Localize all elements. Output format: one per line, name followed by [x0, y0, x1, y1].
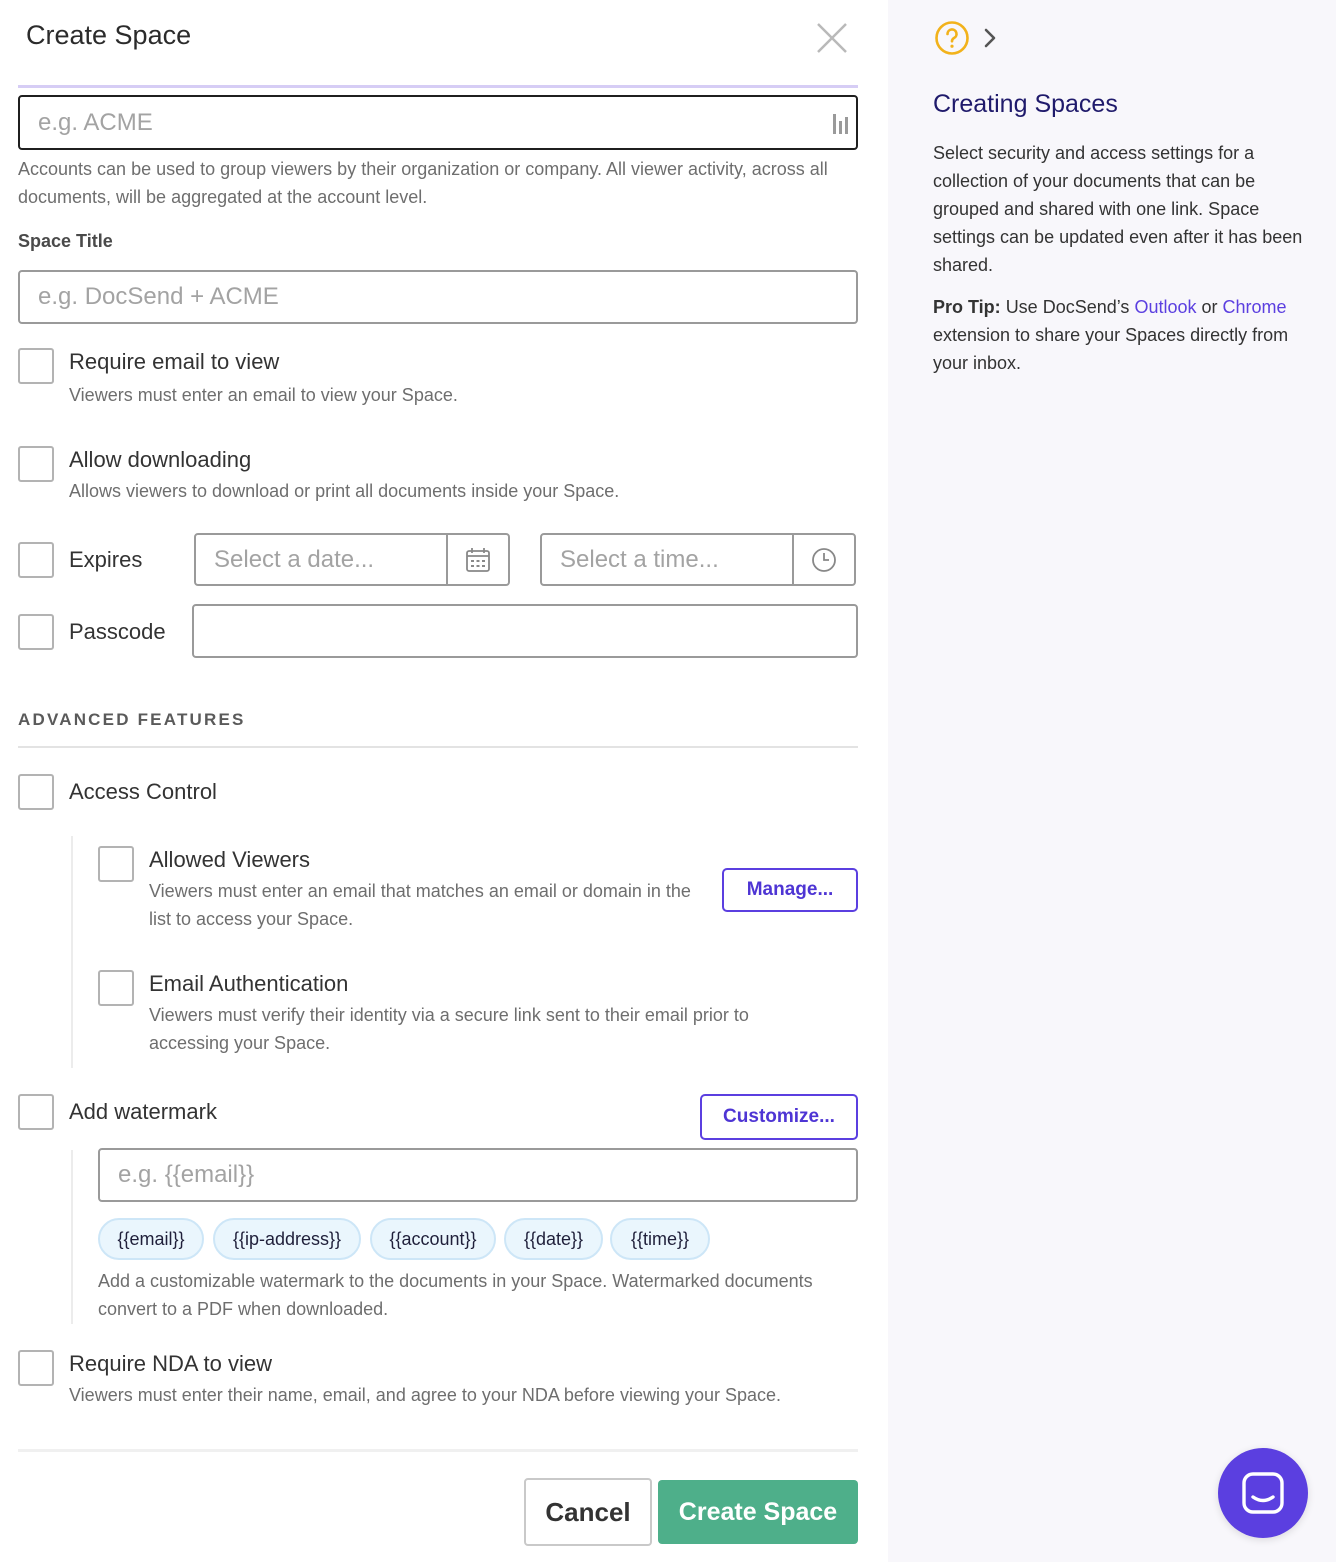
nda-desc: Viewers must enter their name, email, and agree to your NDA before viewing your Space.	[69, 1385, 782, 1405]
chip-ip-address[interactable]: {{ip-address}}	[213, 1218, 361, 1260]
help-panel-body: Select security and access settings for a collection of your documents that can be grouped and shared with one link. Space settings can be updated even after it has been shared.	[933, 143, 1303, 275]
chip-time[interactable]: {{time}}	[610, 1218, 710, 1260]
clock-button[interactable]	[792, 533, 856, 586]
expires-checkbox[interactable]	[18, 542, 54, 578]
allow-downloading-desc: Allows viewers to download or print all documents inside your Space.	[69, 481, 620, 501]
tip-text-post: extension to share your Spaces directly from your inbox.	[933, 325, 1289, 373]
email-auth-desc: Viewers must verify their identity via a secure link sent to their email prior to accessing your Space.	[149, 1005, 749, 1053]
chip-date[interactable]: {{date}}	[504, 1218, 603, 1260]
expires-date-input[interactable]	[194, 533, 448, 586]
space-title-label: Space Title	[18, 231, 113, 251]
close-icon[interactable]	[814, 20, 850, 56]
watermark-text-input[interactable]	[98, 1148, 858, 1202]
help-panel-title: Creating Spaces	[933, 90, 1118, 118]
tip-text-pre: Use DocSend’s	[1005, 297, 1130, 317]
help-panel-tip	[933, 293, 1303, 377]
nda-checkbox[interactable]	[18, 1350, 54, 1386]
advanced-divider	[18, 746, 858, 748]
require-email-title: Require email to view	[69, 349, 280, 374]
chrome-link[interactable]: Chrome	[1222, 297, 1287, 317]
watermark-indent-line	[71, 1150, 73, 1324]
nda-title: Require NDA to view	[69, 1351, 272, 1376]
chat-icon	[1241, 1471, 1285, 1515]
watermark-desc: Add a customizable watermark to the documents in your Space. Watermarked documents convert to a PDF when downloaded.	[98, 1271, 813, 1319]
outlook-link[interactable]: Outlook	[1134, 297, 1197, 317]
require-email-desc: Viewers must enter an email to view your Space.	[69, 385, 458, 405]
access-control-indent-line	[71, 836, 73, 1068]
chat-launcher-button[interactable]	[1218, 1448, 1308, 1538]
require-email-checkbox[interactable]	[18, 348, 54, 384]
space-title-input[interactable]	[18, 270, 858, 324]
manage-viewers-button[interactable]: Manage...	[722, 868, 858, 912]
email-auth-checkbox[interactable]	[98, 970, 134, 1006]
tip-label: Pro Tip:	[933, 297, 1001, 317]
allowed-viewers-checkbox[interactable]	[98, 846, 134, 882]
expires-title: Expires	[69, 547, 143, 572]
account-input[interactable]	[18, 95, 858, 150]
access-control-checkbox[interactable]	[18, 774, 54, 810]
allow-downloading-title: Allow downloading	[69, 447, 252, 472]
chevron-right-icon[interactable]	[980, 26, 1000, 50]
chip-account[interactable]: {{account}}	[370, 1218, 496, 1260]
cancel-button[interactable]: Cancel	[524, 1478, 652, 1546]
watermark-checkbox[interactable]	[18, 1094, 54, 1130]
tip-text-or: or	[1201, 297, 1218, 317]
advanced-features-header: ADVANCED FEATURES	[18, 710, 246, 729]
watermark-title: Add watermark	[69, 1099, 217, 1124]
passcode-checkbox[interactable]	[18, 614, 54, 650]
title-divider	[18, 85, 858, 88]
customize-watermark-button[interactable]: Customize...	[700, 1094, 858, 1140]
allowed-viewers-title: Allowed Viewers	[149, 847, 311, 872]
help-circle-icon[interactable]	[934, 20, 970, 56]
calendar-button[interactable]	[446, 533, 510, 586]
account-helper-text: Accounts can be used to group viewers by their organization or company. All viewer activity, across all documents, will be aggregated at the account level.	[18, 159, 828, 207]
email-auth-title: Email Authentication	[149, 971, 349, 996]
account-lookup-icon	[832, 112, 850, 136]
allowed-viewers-desc: Viewers must enter an email that matches an email or domain in the list to access your Space.	[149, 881, 691, 929]
footer-divider	[18, 1449, 858, 1452]
allow-downloading-checkbox[interactable]	[18, 446, 54, 482]
passcode-title: Passcode	[69, 619, 166, 644]
clock-icon	[811, 547, 837, 573]
create-space-button[interactable]: Create Space	[658, 1480, 858, 1544]
chip-email[interactable]: {{email}}	[98, 1218, 204, 1260]
passcode-input[interactable]	[192, 604, 858, 658]
access-control-title: Access Control	[69, 779, 217, 804]
expires-time-input[interactable]	[540, 533, 794, 586]
calendar-icon	[465, 547, 491, 573]
modal-title: Create Space	[26, 20, 192, 50]
